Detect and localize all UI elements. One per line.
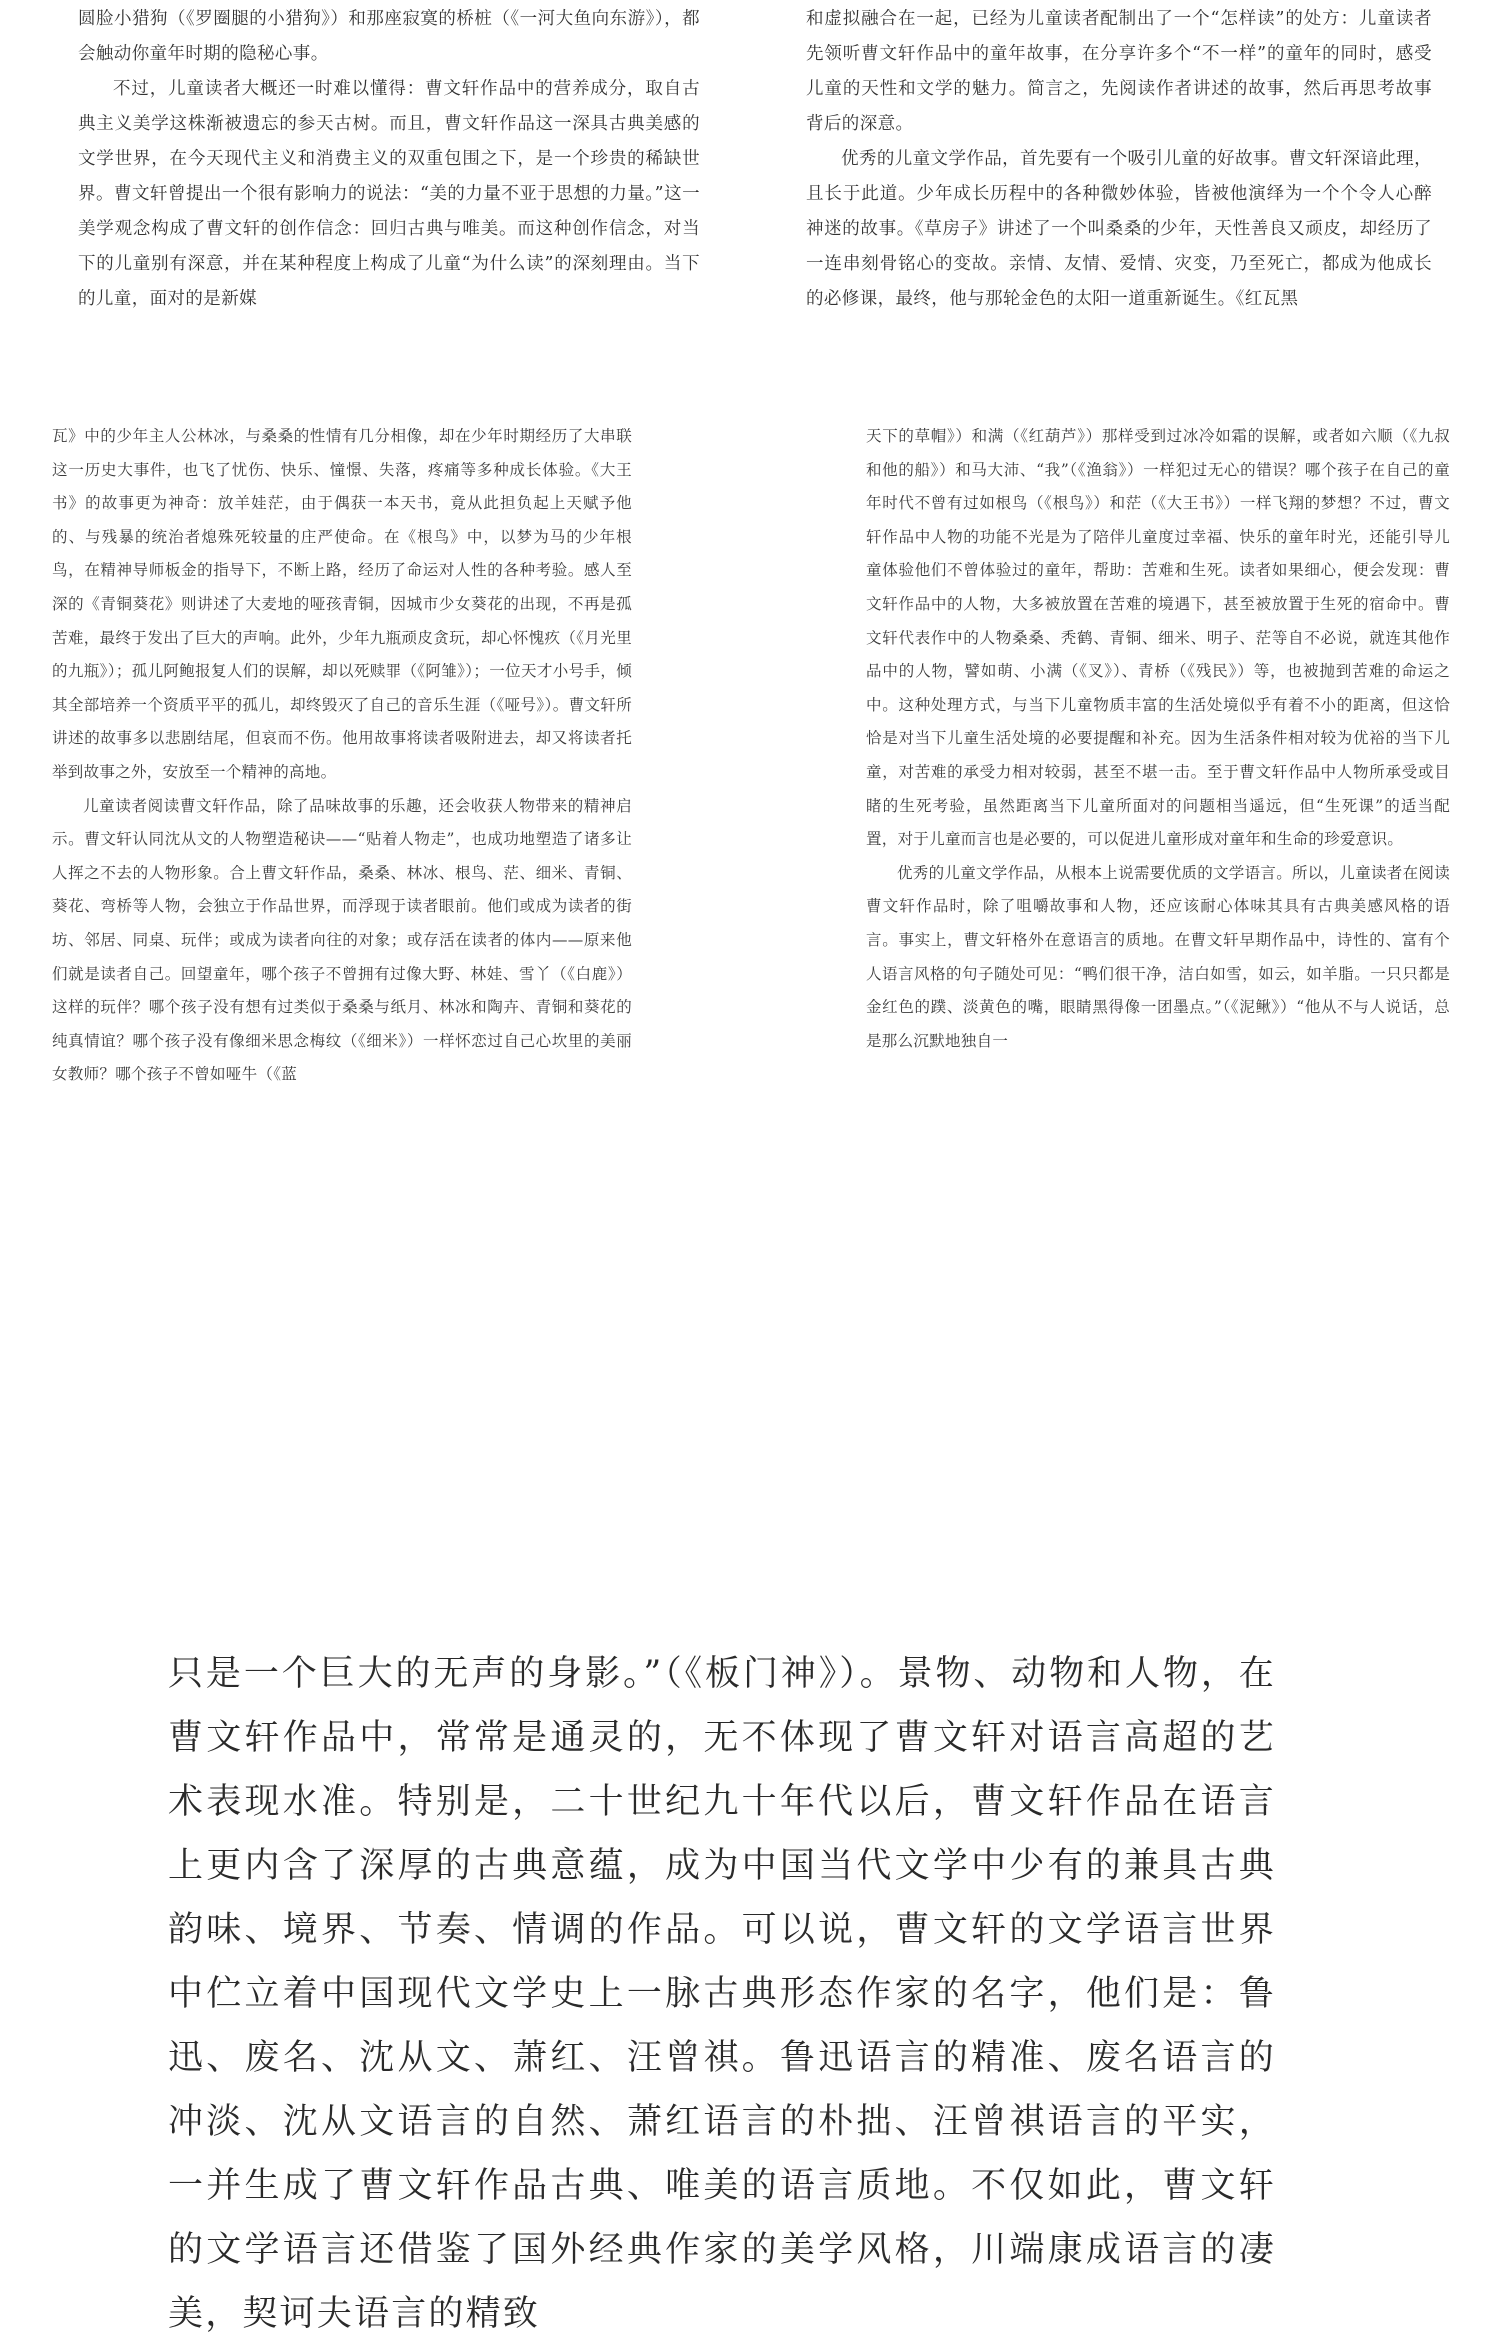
text-block-top-right: [806, 2, 1432, 317]
text-block-top-left: [78, 2, 700, 317]
paragraph: 瓦》中的少年主人公林冰，与桑桑的性情有几分相像，却在少年时期经历了大串联这一历史大事件，也飞了忧伤、快乐、憧憬、失落，疼痛等多种成长体验。《大王书》的故事更为神奇：放羊娃茫，由于偶获一本天书，竟从此担负起上天赋予他的、与残暴的统治者熄殊死较量的庄严使命。在《根鸟》中，以梦为马的少年根鸟，在精神导师板金的指导下，不断上路，经历了命运对人性的各种考验。感人至深的《青铜葵花》则讲述了大麦地的哑孩青铜，因城市少女葵花的出现，不再是孤苦难，最终于发出了巨大的声响。此外，少年九瓶顽皮贪玩，却心怀愧疚（《月光里的九瓶》）；孤儿阿鲍报复人们的误解，却以死赎罪（《阿雏》）；一位天才小号手，倾其全部培养一个资质平平的孤儿，却终毁灭了自己的音乐生涯（《哑号》）。曹文轩所讲述的故事多以悲剧结尾，但哀而不伤。他用故事将读者吸附进去，却又将读者托举到故事之外，安放至一个精神的高地。: [52, 427, 632, 781]
paragraph: 优秀的儿童文学作品，首先要有一个吸引儿童的好故事。曹文轩深谙此理，且长于此道。少年成长历程中的各种微妙体验，皆被他演绎为一个个令人心醉神迷的故事。《草房子》讲述了一个叫桑桑的少年，天性善良又顽皮，却经历了一连串刻骨铭心的变故。亲情、友情、爱情、灾变，乃至死亡，都成为他成长的必修课，最终，他与那轮金色的太阳一道重新诞生。《红瓦黑: [806, 149, 1432, 309]
paragraph: 圆脸小猎狗（《罗圈腿的小猎狗》）和那座寂寞的桥桩（《一河大鱼向东游》），都会触动你童年时期的隐秘心事。: [78, 9, 700, 64]
paragraph: 儿童读者阅读曹文轩作品，除了品味故事的乐趣，还会收获人物带来的精神启示。曹文轩认同沈从文的人物塑造秘诀——“贴着人物走”，也成功地塑造了诸多让人挥之不去的人物形象。合上曹文轩作品，桑桑、林冰、根鸟、茫、细米、青铜、葵花、弯桥等人物，会独立于作品世界，而浮现于读者眼前。他们或成为读者的街坊、邻居、同桌、玩伴；或成为读者向往的对象；或存活在读者的体内——原来他们就是读者自己。回望童年，哪个孩子不曾拥有过像大野、林娃、雪丫（《白鹿》）这样的玩伴？哪个孩子没有想有过类似于桑桑与纸月、林冰和陶卉、青铜和葵花的纯真情谊？哪个孩子没有像细米思念梅纹（《细米》）一样怀恋过自己心坎里的美丽女教师？哪个孩子不曾如哑牛（《蓝: [52, 796, 632, 1084]
text-block-middle-left: [52, 420, 632, 1092]
paragraph: 和虚拟融合在一起，已经为儿童读者配制出了一个“怎样读”的处方：儿童读者先领听曹文轩作品中的童年故事，在分享许多个“不一样”的童年的同时，感受儿童的天性和文学的魅力。简言之，先阅读作者讲述的故事，然后再思考故事背后的深意。: [806, 9, 1432, 134]
text-block-bottom-large: [168, 1642, 1276, 2346]
paragraph: 天下的草帽》）和满（《红葫芦》）那样受到过冰冷如霜的误解，或者如六顺（《九叔和他的船》）和马大沛、“我”（《渔翁》）一样犯过无心的错误？哪个孩子在自己的童年时代不曾有过如根鸟（《根鸟》）和茫（《大王书》）一样飞翔的梦想？不过，曹文轩作品中人物的功能不光是为了陪伴儿童度过幸福、快乐的童年时光，还能引导儿童体验他们不曾体验过的童年，帮助：苦难和生死。读者如果细心，便会发现：曹文轩作品中的人物，大多被放置在苦难的境遇下，甚至被放置于生死的宿命中。曹文轩代表作中的人物桑桑、秃鹤、青铜、细米、明子、茫等自不必说，就连其他作品中的人物，譬如萌、小满（《叉》）、青桥（《残民》）等，也被抛到苦难的命运之中。这种处理方式，与当下儿童物质丰富的生活处境似乎有着不小的距离，但这恰恰是对当下儿童生活处境的必要提醒和补充。因为生活条件相对较为优裕的当下儿童，对苦难的承受力相对较弱，甚至不堪一击。至于曹文轩作品中人物所承受或目睹的生死考验，虽然距离当下儿童所面对的问题相当遥远，但“生死课”的适当配置，对于儿童而言也是必要的，可以促进儿童形成对童年和生命的珍爱意识。: [866, 427, 1450, 849]
text-block-middle-right: [866, 420, 1450, 1058]
paragraph: 不过，儿童读者大概还一时难以懂得：曹文轩作品中的营养成分，取自古典主义美学这株渐被遗忘的参天古树。而且，曹文轩作品这一深具古典美感的文学世界，在今天现代主义和消费主义的双重包围之下，是一个珍贵的稀缺世界。曹文轩曾提出一个很有影响力的说法：“美的力量不亚于思想的力量。”这一美学观念构成了曹文轩的创作信念：回归古典与唯美。而这种创作信念，对当下的儿童别有深意，并在某种程度上构成了儿童“为什么读”的深刻理由。当下的儿童，面对的是新媒: [78, 79, 700, 309]
paragraph: 优秀的儿童文学作品，从根本上说需要优质的文学语言。所以，儿童读者在阅读曹文轩作品时，除了咀嚼故事和人物，还应该耐心体味其具有古典美感风格的语言。事实上，曹文轩格外在意语言的质地。在曹文轩早期作品中，诗性的、富有个人语言风格的句子随处可见：“鸭们很干净，洁白如雪，如云，如羊脂。一只只都是金红色的蹼、淡黄色的嘴，眼睛黑得像一团墨点。”（《泥鳅》）“他从不与人说话，总是那么沉默地独自一: [866, 863, 1451, 1050]
paragraph: 只是一个巨大的无声的身影。”（《板门神》）。景物、动物和人物，在曹文轩作品中，常常是通灵的，无不体现了曹文轩对语言高超的艺术表现水准。特别是，二十世纪九十年代以后，曹文轩作品在语言上更内含了深厚的古典意蕴，成为中国当代文学中少有的兼具古典韵味、境界、节奏、情调的作品。可以说，曹文轩的文学语言世界中伫立着中国现代文学史上一脉古典形态作家的名字，他们是：鲁迅、废名、沈从文、萧红、汪曾祺。鲁迅语言的精准、废名语言的冲淡、沈从文语言的自然、萧红语言的朴拙、汪曾祺语言的平实，一并生成了曹文轩作品古典、唯美的语言质地。不仅如此，曹文轩的文学语言还借鉴了国外经典作家的美学风格，川端康成语言的凄美，契诃夫语言的精致: [168, 1654, 1276, 2334]
